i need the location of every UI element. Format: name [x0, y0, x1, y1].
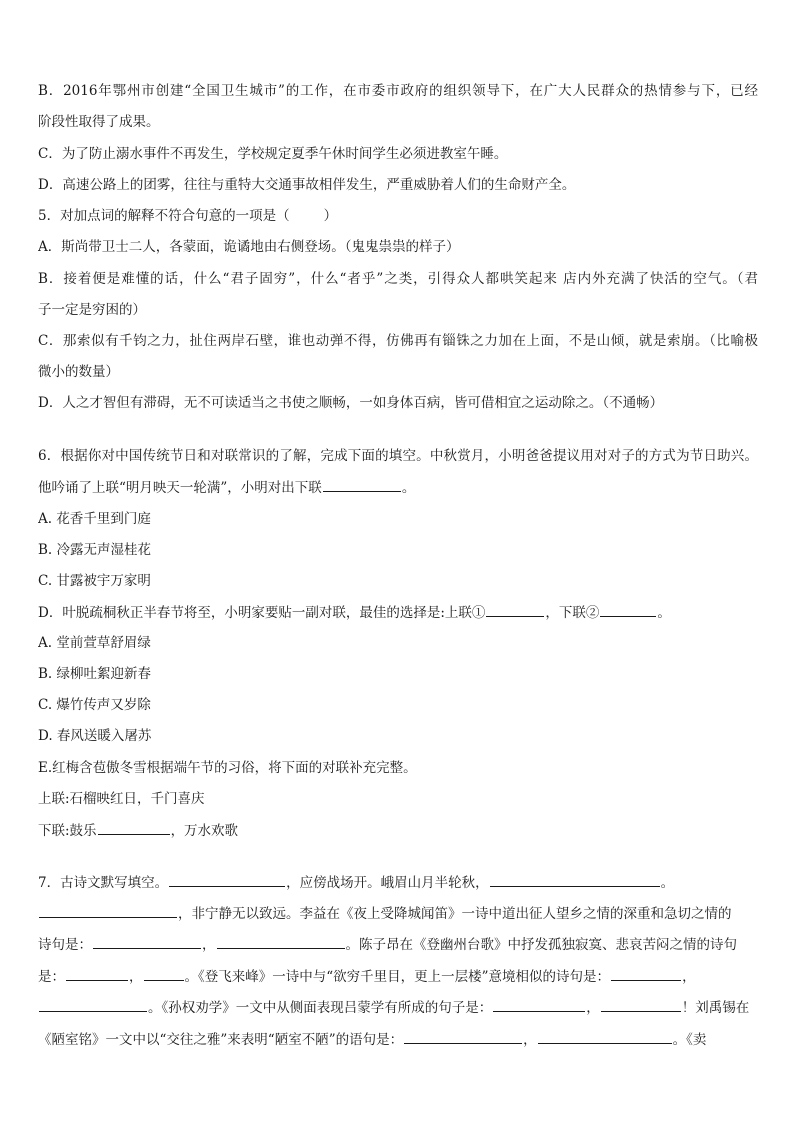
q5-option-d: D．人之才智但有滞碍，无不可读适当之书使之顺畅，一如身体百病，皆可借相宜之运动除之。（不通畅）	[38, 395, 664, 411]
q7-text: ，	[682, 969, 696, 985]
q7-text: ，	[202, 937, 216, 953]
q6-stem-line2	[38, 477, 758, 498]
q5-stem-close: ）	[323, 208, 338, 224]
q6-option-d	[38, 602, 758, 623]
q7-line1	[38, 872, 758, 893]
q7-text: 。	[660, 875, 675, 891]
q5-stem	[38, 206, 758, 226]
q7-text: 。《登飞来峰》一诗中与“欲穷千里目，更上一层楼”意境相似的诗句是：	[184, 969, 611, 985]
q6-option2-b: B. 绿柳吐絮迎新春	[38, 666, 152, 682]
q6-upper-couplet: 上联:石榴映红日，千门喜庆	[38, 791, 205, 807]
q6-option2-a: A. 堂前萱草舒眉绿	[38, 635, 151, 651]
answer-blank[interactable]	[98, 820, 170, 835]
q7-text: 。《卖	[672, 1032, 707, 1048]
q6-lower-couplet	[38, 820, 758, 841]
answer-blank[interactable]	[601, 997, 681, 1012]
q7-text: 7．古诗文默写填空。	[38, 875, 169, 891]
q7-text: 是：	[38, 969, 65, 985]
q7-text: ！刘禹锡在	[681, 1000, 750, 1016]
q7-text: ，	[523, 1032, 537, 1048]
q4-option-b-line2: 阶段性取得了成果。	[38, 114, 160, 130]
q5-stem-text: 5．对加点词的解释不符合句意的一项是（	[38, 208, 290, 224]
answer-blank[interactable]	[493, 997, 585, 1012]
q6-d-text2: ，下联②	[545, 605, 600, 621]
answer-blank[interactable]	[169, 872, 285, 887]
answer-blank[interactable]	[611, 966, 681, 981]
q4-option-d: D．高速公路上的团雾，往往与重特大交通事故相伴发生，严重威胁着人们的生命财产全。	[38, 177, 576, 193]
q7-line4	[38, 966, 758, 987]
q6-option2-c: C. 爆竹传声又岁除	[38, 697, 151, 713]
q7-line3	[38, 934, 758, 955]
answer-blank[interactable]	[39, 903, 177, 918]
q6-stem-text: 他吟诵了上联“明月映天一轮满”，小明对出下联	[38, 480, 322, 496]
q7-text: 诗句是：	[38, 937, 92, 953]
q5-option-a: A．斯尚带卫士二人，各蒙面，诡谲地由右侧登场。（鬼鬼祟祟的样子）	[38, 239, 460, 255]
q7-line6	[38, 1029, 758, 1050]
answer-blank[interactable]	[490, 872, 660, 887]
q6-d-period: 。	[657, 605, 671, 621]
q6-d-text: D．叶脱疏桐秋正半春节将至，小明家要贴一副对联，最佳的选择是:上联①	[38, 605, 486, 621]
q5-option-b-line1: B．接着便是难懂的话，什么“君子固穷”，什么“者乎”之类，引得众人都哄笑起来 店内外充满了快活的空气。（君	[38, 271, 758, 287]
answer-blank[interactable]	[404, 1029, 522, 1044]
q7-text: 。《孙权劝学》一文中从侧面表现吕蒙学有所成的句子是：	[148, 1000, 493, 1016]
answer-blank[interactable]	[538, 1029, 672, 1044]
q7-text: ，	[586, 1000, 600, 1016]
q7-line2	[38, 903, 758, 924]
q6-option-b: B. 冷露无声湿桂花	[38, 542, 152, 558]
answer-blank[interactable]	[66, 966, 128, 981]
q5-option-b-line2: 子一定是穷困的）	[38, 302, 146, 318]
q6-option-e: E.红梅含苞傲冬雪根据端午节的习俗，将下面的对联补充完整。	[38, 760, 417, 776]
q6-option-c: C. 甘露被宇万家明	[38, 573, 151, 589]
answer-blank[interactable]	[323, 477, 401, 492]
q4-option-c: C．为了防止溺水事件不再发生，学校规定夏季午休时间学生必须进教室午睡。	[38, 146, 508, 162]
answer-blank[interactable]	[93, 934, 201, 949]
q6-option2-d: D. 春风送暖入屠苏	[38, 728, 152, 744]
q7-text: ，	[129, 969, 143, 985]
answer-blank[interactable]	[600, 602, 656, 617]
q6-lower-text: 下联:鼓乐	[38, 823, 97, 839]
answer-blank[interactable]	[217, 934, 345, 949]
q7-text: 。陈子昂在《登幽州台歌》中抒发孤独寂寞、悲哀苦闷之情的诗句	[345, 937, 737, 953]
q5-option-c-line1: C．那索似有千钧之力，扯住两岸石壁，谁也动弹不得，仿佛再有锱铢之力加在上面，不是山倾，就是索崩。（比喻极	[38, 333, 758, 349]
q5-option-c-line2: 微小的数量）	[38, 364, 119, 380]
answer-blank[interactable]	[144, 966, 184, 981]
q7-text: ，应傍战场开。峨眉山月半轮秋，	[286, 875, 489, 891]
q6-stem-line1: 6．根据你对中国传统节日和对联常识的了解，完成下面的填空。中秋赏月，小明爸爸提议用对对子的方式为节日助兴。	[38, 448, 758, 464]
q4-option-b-line1: B．2016年鄂州市创建“全国卫生城市”的工作，在市委市政府的组织领导下，在广大人民群众的热情参与下，已经	[38, 83, 758, 99]
q7-text: 《陋室铭》一文中以“交往之雅”来表明“陋室不陋”的语句是：	[38, 1032, 404, 1048]
q7-text: ，非宁静无以致远。李益在《夜上受降城闻笛》一诗中道出征人望乡之情的深重和急切之情的	[178, 906, 732, 922]
q6-lower-text2: ，万水欢歌	[170, 823, 239, 839]
answer-blank[interactable]	[39, 997, 147, 1012]
q6-stem-period: 。	[401, 480, 416, 496]
answer-blank[interactable]	[486, 602, 544, 617]
q6-option-a: A. 花香千里到门庭	[38, 511, 151, 527]
q7-line5	[38, 997, 758, 1018]
